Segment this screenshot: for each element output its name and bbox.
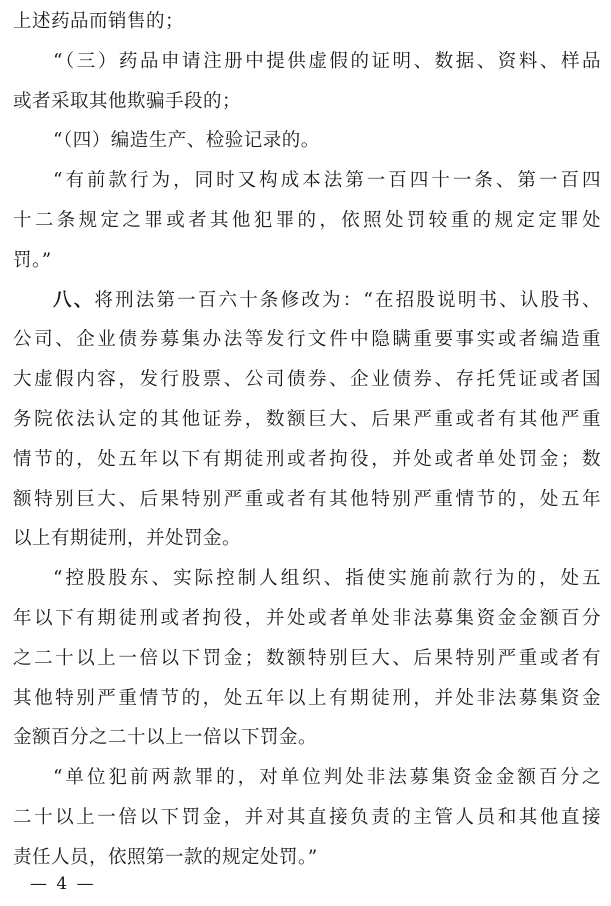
text-line: 其他特别严重情节的，处五年以上有期徒刑，并处非法募集资金 xyxy=(13,687,601,709)
text-line: “（三）药品申请注册中提供虚假的证明、数据、资料、样品 xyxy=(53,50,601,72)
text-line: “（四）编造生产、检验记录的。 xyxy=(53,130,320,152)
page-number: — 4 — xyxy=(30,874,96,894)
text-line: 务院依法认定的其他证券，数额巨大、后果严重或者有其他严重 xyxy=(13,408,601,430)
text-line: “控股股东、实际控制人组织、指使实施前款行为的，处五 xyxy=(53,568,601,590)
text-line: 十二条规定之罪或者其他犯罪的，依照处罚较重的规定定罪处 xyxy=(13,209,601,231)
text-line: 八、将刑法第一百六十条修改为：“在招股说明书、认股书、 xyxy=(53,289,601,311)
text-line: 年以下有期徒刑或者拘役，并处或者单处非法募集资金金额百分 xyxy=(13,607,601,629)
text-line: 大虚假内容，发行股票、公司债券、企业债券、存托凭证或者国 xyxy=(13,369,601,391)
text-line: 以上有期徒刑，并处罚金。 xyxy=(13,528,242,550)
text-line: 责任人员，依照第一款的规定处罚。” xyxy=(13,846,318,868)
text-line: 罚。” xyxy=(13,249,52,271)
text-line: 或者采取其他欺骗手段的； xyxy=(13,90,242,112)
text-line: 上述药品而销售的； xyxy=(13,11,185,32)
text-line: 情节的，处五年以下有期徒刑或者拘役，并处或者单处罚金；数 xyxy=(13,448,601,470)
document-body xyxy=(13,2,601,878)
text-line: “单位犯前两款罪的，对单位判处非法募集资金金额百分之 xyxy=(53,767,601,789)
text-line: 之二十以上一倍以下罚金；数额特别巨大、后果特别严重或者有 xyxy=(13,647,601,669)
text-line: 公司、企业债券募集办法等发行文件中隐瞒重要事实或者编造重 xyxy=(13,329,601,351)
text-line: 金额百分之二十以上一倍以下罚金。 xyxy=(13,727,318,749)
text-line: 额特别巨大、后果特别严重或者有其他特别严重情节的，处五年 xyxy=(13,488,601,510)
text-line: 二十以上一倍以下罚金，并对其直接负责的主管人员和其他直接 xyxy=(13,806,601,828)
article-number: 八、 xyxy=(53,289,95,311)
text-line: “有前款行为，同时又构成本法第一百四十一条、第一百四 xyxy=(53,170,601,192)
